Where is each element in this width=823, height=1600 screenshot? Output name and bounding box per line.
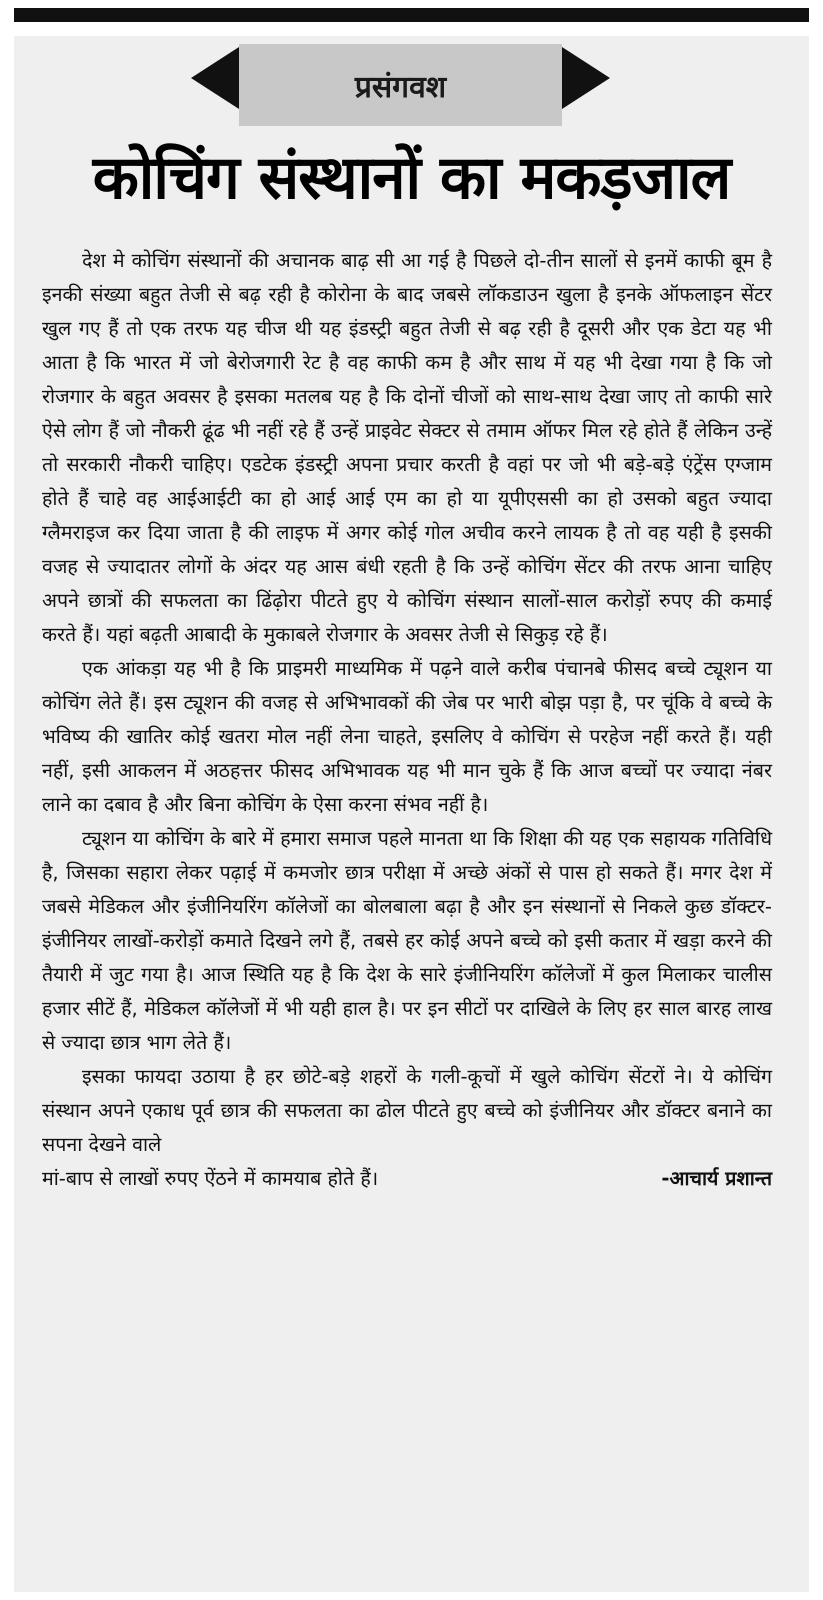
kicker-left-triangle — [191, 47, 239, 109]
paragraph-4: इसका फायदा उठाया है हर छोटे-बड़े शहरों के गली-कूचों में खुले कोचिंग सेंटरों ने। ये कोचिंग संस्थान अपने एकाध पूर्व छात्र की सफलता का ढोल पीटते हुए बच्चे को इंजीनियर और डॉक्टर बनाने का सपना देखने वाले — [42, 1065, 772, 1156]
paragraph-3: ट्यूशन या कोचिंग के बारे में हमारा समाज पहले मानता था कि शिक्षा की यह एक सहायक गतिविधि है, जिसका सहारा लेकर पढ़ाई में कमजोर छात्र परीक्षा में अच्छे अंकों से पास हो सकते हैं। मगर देश में जबसे मेडिकल और इंजीनियरिंग कॉलेजों का बोलबाला बढ़ा है और इन संस्थानों से निकले कुछ डॉक्टर-इंजीनियर लाखों-करोड़ों कमाते दिखने लगे हैं, तबसे हर कोई अपने बच्चे को इसी कतार में खड़ा करने की तैयारी में जुट गया है। आज स्थिति यह है कि देश के सारे इंजीनियरिंग कॉलेजों में कुल मिलाकर चालीस हजार सीटें हैं, मेडिकल कॉलेजों में भी यही हाल है। पर इन सीटों पर दाखिले के लिए हर साल बारह लाख से ज्यादा छात्र भाग लेते हैं। — [42, 827, 772, 1054]
section-tag: प्रसंगवश — [239, 44, 562, 126]
top-rule — [14, 8, 809, 22]
paragraph-2: एक आंकड़ा यह भी है कि प्राइमरी माध्यमिक में पढ़ने वाले करीब पंचानबे फीसद बच्चे ट्यूशन या कोचिंग लेते हैं। इस ट्यूशन की वजह से अभिभावकों की जेब पर भारी बोझ पड़ा है, पर चूंकि वे बच्चे के भविष्य की खातिर कोई खतरा मोल नहीं लेना चाहते, इसलिए वे कोचिंग से परहेज नहीं करते हैं। यही नहीं, इसी आकलन में अठहत्तर फीसद अभिभावक यह भी मान चुके हैं कि आज बच्चों पर ज्यादा नंबर लाने का दबाव है और बिना कोचिंग के ऐसा करना संभव नहीं है। — [42, 657, 772, 816]
headline: कोचिंग संस्थानों का मकड़जाल — [92, 143, 731, 213]
kicker-right-triangle — [562, 47, 610, 109]
author-byline: -आचार्य प्रशान्त — [661, 1167, 772, 1190]
article-body — [42, 244, 772, 1196]
closing-line — [42, 1162, 772, 1196]
paragraph-4-tail: मां-बाप से लाखों रुपए ऐंठने में कामयाब होते हैं। — [42, 1167, 379, 1190]
paragraph-1: देश मे कोचिंग संस्थानों की अचानक बाढ़ सी आ गई है पिछले दो-तीन सालों से इनमें काफी बूम है इनकी संख्या बहुत तेजी से बढ़ रही है कोरोना के बाद जबसे लॉकडाउन खुला है इनके ऑफलाइन सेंटर खुल गए हैं तो एक तरफ यह चीज थी यह इंडस्ट्री बहुत तेजी से बढ़ रही है दूसरी और एक डेटा यह भी आता है कि भारत में जो बेरोजगारी रेट है वह काफी कम है और साथ में यह भी देखा गया है कि जो रोजगार के बहुत अवसर है इसका मतलब यह है कि दोनों चीजों को साथ-साथ देखा जाए तो काफी सारे ऐसे लोग हैं जो नौकरी ढूंढ भी नहीं रहे हैं उन्हें प्राइवेट सेक्टर से तमाम ऑफर मिल रहे होते हैं लेकिन उन्हें तो सरकारी नौकरी चाहिए। एडटेक इंडस्ट्री अपना प्रचार करती है वहां पर जो भी बड़े-बड़े एंट्रेंस एग्जाम होते हैं चाहे वह आईआईटी का हो आई आई एम का हो या यूपीएससी का हो उसको बहुत ज्यादा ग्लैमराइज कर दिया जाता है की लाइफ में अगर कोई गोल अचीव करने लायक है तो वह यही है इसकी वजह से ज्यादातर लोगों के अंदर यह आस बंधी रहती है कि उन्हें कोचिंग सेंटर की तरफ आना चाहिए अपने छात्रों की सफलता का ढिंढ़ोरा पीटते हुए ये कोचिंग संस्थान सालों-साल करोड़ों रुपए की कमाई करते हैं। यहां बढ़ती आबादी के मुकाबले रोजगार के अवसर तेजी से सिकुड़ रहे हैं। — [42, 249, 772, 646]
